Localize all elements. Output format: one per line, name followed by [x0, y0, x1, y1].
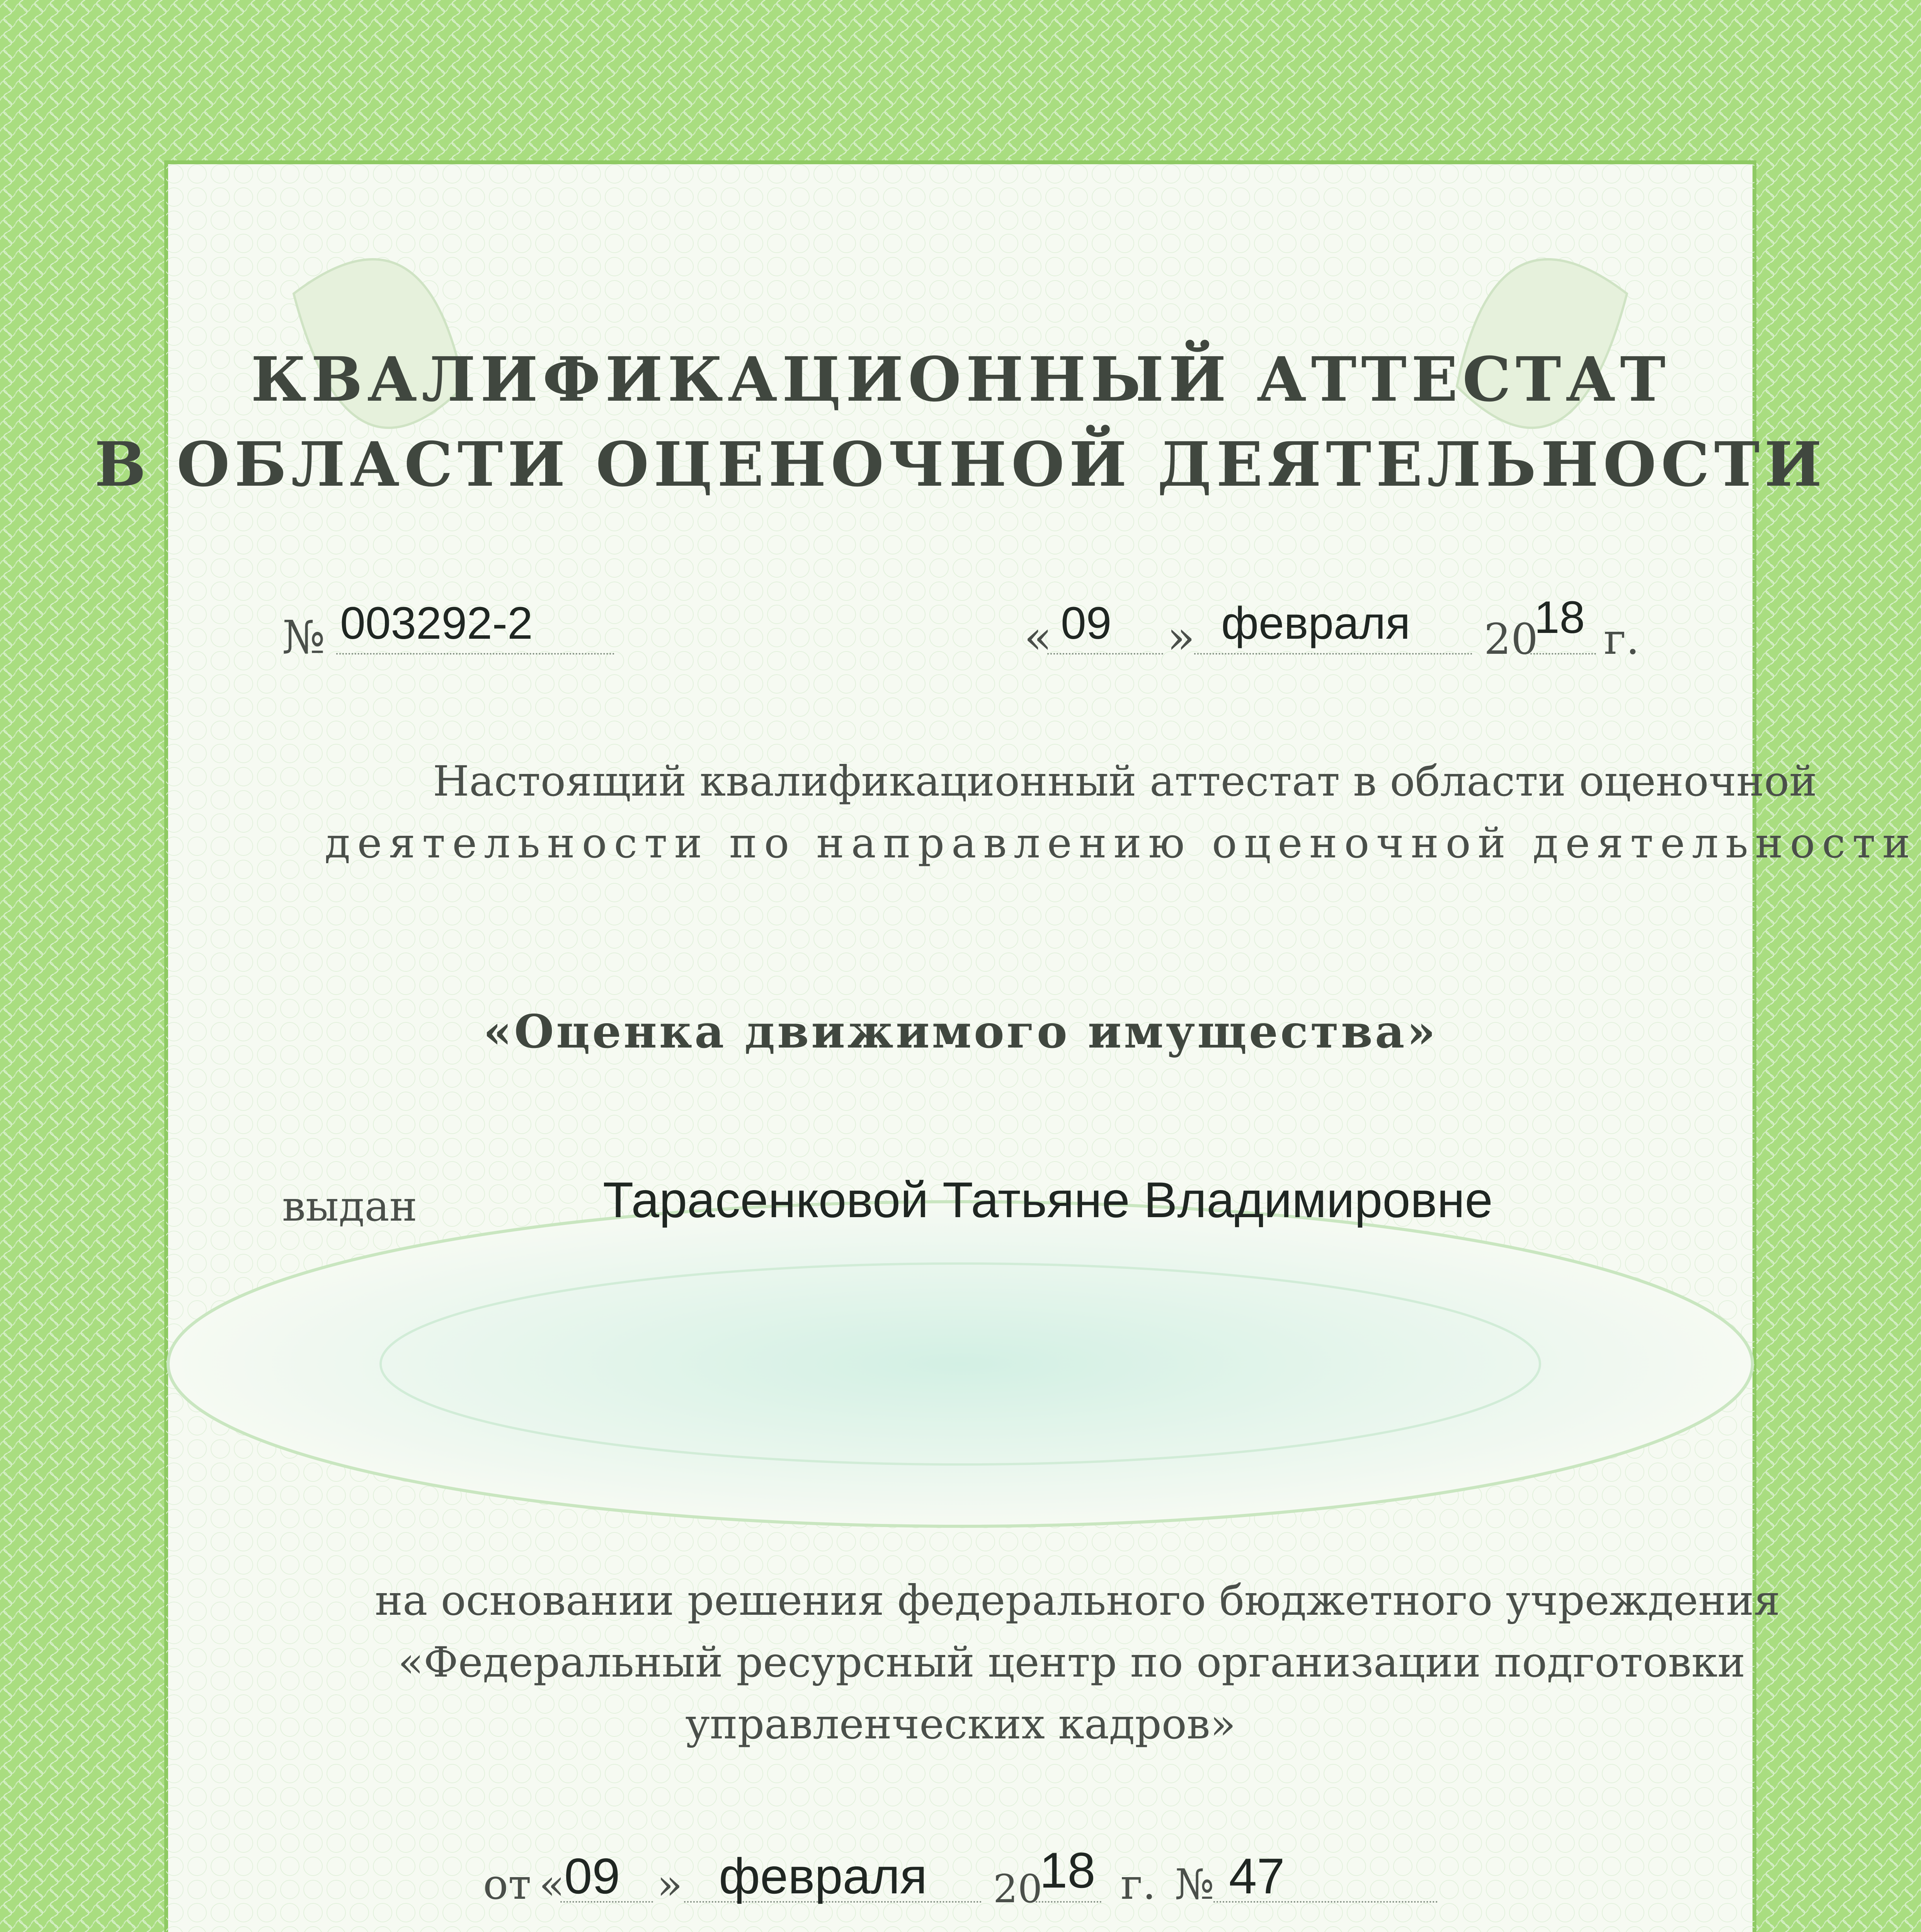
direction-title: «Оценка движимого имущества»	[483, 1005, 1438, 1058]
basis-line-3: управленческих кадров»	[685, 1700, 1236, 1748]
number-sign: №	[282, 611, 325, 664]
date-day: 09	[1061, 598, 1112, 649]
decision-year-unit: г.	[1121, 1861, 1156, 1909]
decision-quote-open: «	[539, 1861, 565, 1909]
date-quote-close: »	[1167, 611, 1195, 664]
decision-number: 47	[1229, 1848, 1285, 1904]
date-month: февраля	[1221, 598, 1411, 649]
decision-year-prefix: 20	[993, 1866, 1043, 1912]
decision-month: февраля	[719, 1848, 927, 1904]
day-line	[1047, 653, 1163, 655]
decision-from-label: от	[483, 1861, 531, 1909]
title-line-2: В ОБЛАСТИ ОЦЕНОЧНОЙ ДЕЯТЕЛЬНОСТИ	[94, 429, 1827, 500]
decision-quote-close: »	[657, 1861, 683, 1909]
decision-year-line	[1036, 1901, 1101, 1903]
decision-number-sign: №	[1175, 1861, 1215, 1909]
certificate-number: 003292-2	[340, 598, 533, 649]
date-quote-open: «	[1024, 611, 1052, 664]
month-line	[1194, 653, 1472, 655]
date-year-suffix: 18	[1534, 592, 1585, 643]
decision-day: 09	[564, 1848, 620, 1904]
issued-label: выдан	[282, 1182, 417, 1231]
year-line	[1530, 653, 1596, 655]
body-line-1: Настоящий квалификационный аттестат в области оценочной	[433, 757, 1817, 806]
decision-year-suffix: 18	[1040, 1842, 1096, 1898]
title-line-1: КВАЛИФИКАЦИОННЫЙ АТТЕСТАТ	[251, 344, 1670, 415]
basis-line-2: «Федеральный ресурсный центр по организации подготовки	[398, 1638, 1746, 1687]
date-year-prefix: 20	[1484, 614, 1538, 664]
body-line-2: деятельности по направлению оценочной деятельности	[325, 819, 1917, 867]
basis-line-1: на основании решения федерального бюджетного учреждения	[375, 1577, 1780, 1625]
number-line	[336, 653, 614, 655]
recipient-name: Тарасенковой Татьяне Владимировне	[603, 1172, 1493, 1228]
date-year-unit: г.	[1604, 614, 1640, 664]
